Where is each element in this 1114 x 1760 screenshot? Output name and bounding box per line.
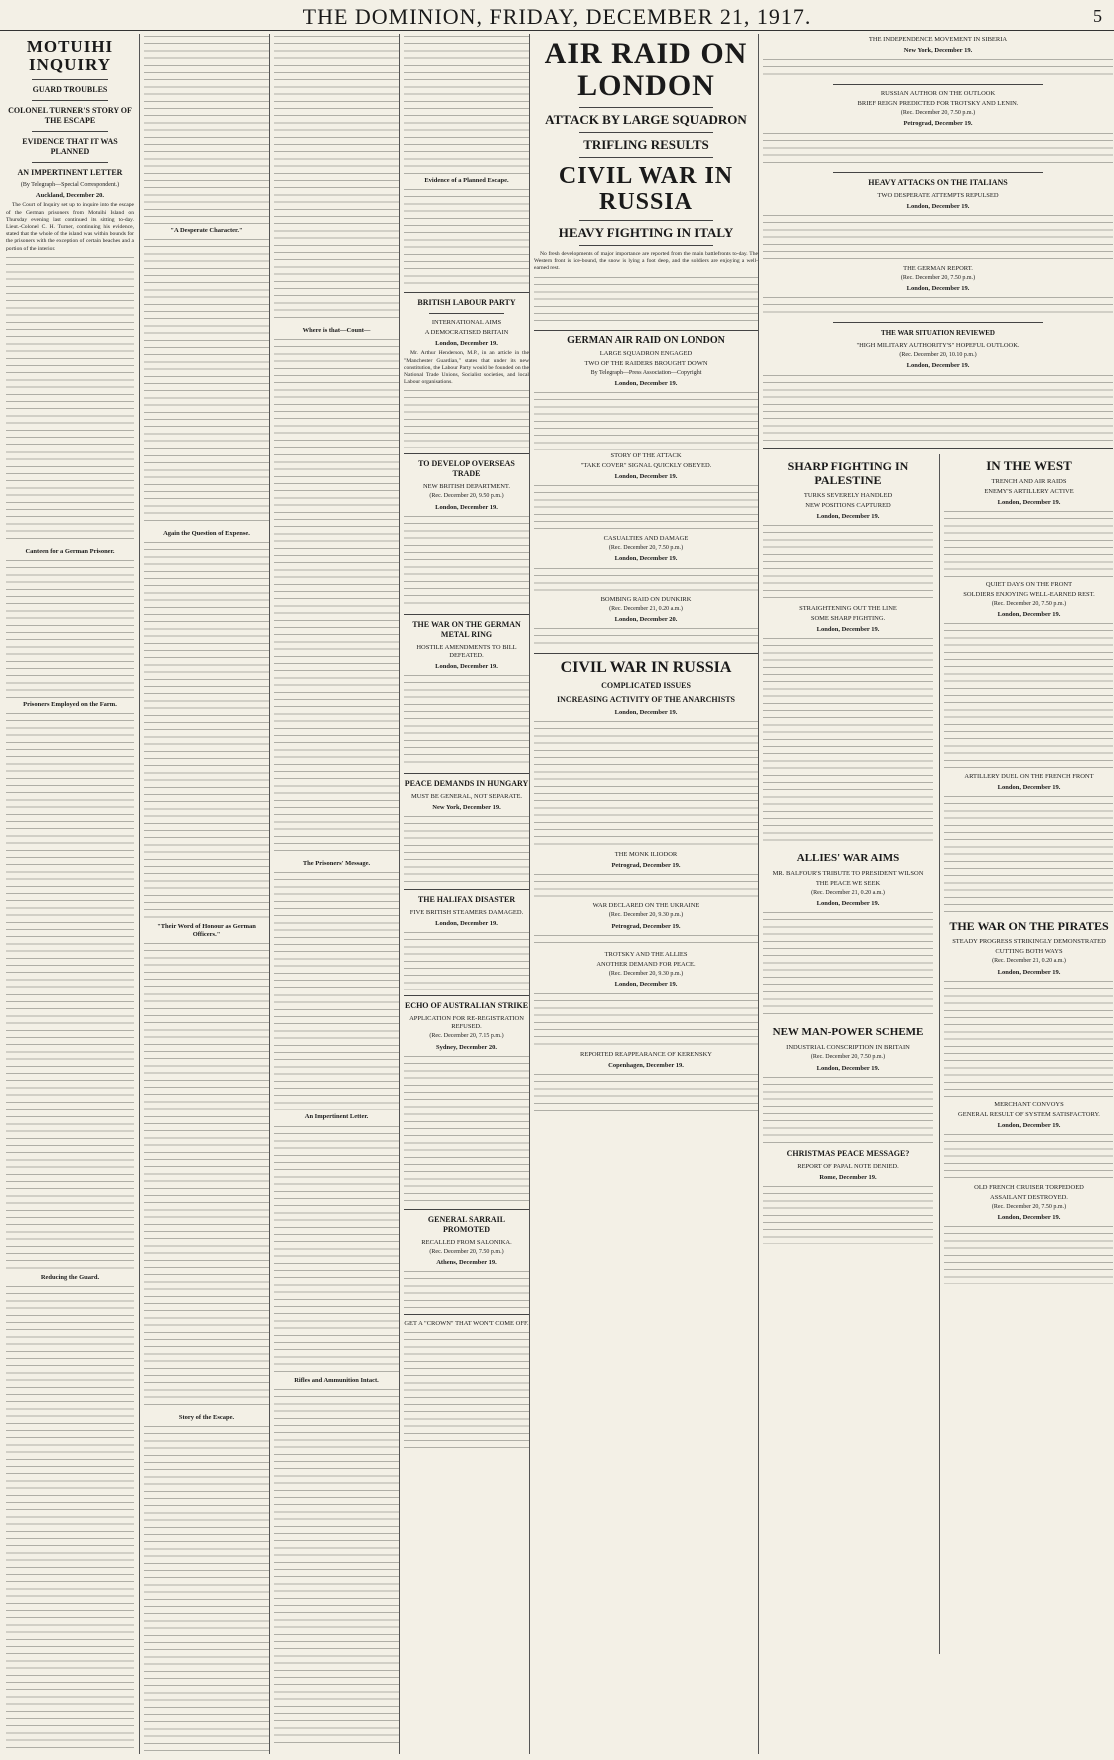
subhead: Canteen for a German Prisoner. bbox=[25, 547, 115, 555]
headline-hungary: PEACE DEMANDS IN HUNGARY bbox=[404, 779, 529, 789]
newspaper-title: THE DOMINION, FRIDAY, DECEMBER 21, 1917. bbox=[302, 4, 812, 29]
text-block bbox=[944, 979, 1113, 1099]
headline-trotsky: TROTSKY AND THE ALLIES bbox=[604, 950, 688, 958]
text-block bbox=[534, 719, 758, 849]
text-block bbox=[534, 566, 758, 594]
deck: LARGE SQUADRON ENGAGED bbox=[599, 349, 693, 357]
text-block bbox=[404, 34, 529, 174]
column-6 bbox=[758, 34, 1113, 1754]
headline-iliodor: THE MONK ILIODOR bbox=[614, 851, 678, 859]
deck: TRENCH AND AIR RAIDS bbox=[991, 477, 1067, 485]
deck: SOLDIERS ENJOYING WELL-EARNED REST. bbox=[963, 590, 1095, 598]
text-block bbox=[944, 794, 1113, 914]
subhead: Prisoners Employed on the Farm. bbox=[23, 701, 117, 709]
column-4 bbox=[399, 34, 529, 1754]
dateline: Petrograd, December 19. bbox=[903, 120, 973, 128]
headline-russian-author: RUSSIAN AUTHOR ON THE OUTLOOK bbox=[880, 90, 996, 98]
dateline: London, December 19. bbox=[997, 1121, 1061, 1129]
text-block bbox=[404, 930, 529, 990]
column-5 bbox=[529, 34, 758, 1754]
received-date: (Rec. December 20, 7.50 p.m.) bbox=[810, 1054, 886, 1061]
text-block bbox=[534, 390, 758, 450]
masthead bbox=[0, 0, 1114, 31]
text-block bbox=[763, 1075, 933, 1145]
subcolumn-left bbox=[763, 454, 933, 1654]
deck: NEW BRITISH DEPARTMENT. bbox=[422, 483, 511, 491]
dateline: London, December 19. bbox=[435, 920, 498, 928]
text-block bbox=[763, 295, 1113, 317]
column-3 bbox=[269, 34, 399, 1754]
received-date: (Rec. December 20, 7.50 p.m.) bbox=[900, 274, 976, 281]
text-block bbox=[534, 483, 758, 533]
received-date: (Rec. December 21, 0.20 a.m.) bbox=[811, 890, 885, 897]
dateline: London, December 19. bbox=[906, 202, 970, 210]
text-block bbox=[404, 187, 529, 287]
received-date: (Rec. December 20, 9.30 p.m.) bbox=[608, 970, 684, 977]
deck-turner-story: COLONEL TURNER'S STORY OF THE ESCAPE bbox=[8, 106, 132, 125]
dateline: London, December 19. bbox=[997, 968, 1061, 976]
dateline: London, December 19. bbox=[435, 662, 498, 670]
text-block bbox=[944, 1132, 1113, 1182]
deck-guard-troubles: GUARD TROUBLES bbox=[32, 85, 108, 94]
dateline: London, December 19. bbox=[614, 981, 678, 989]
text-block bbox=[944, 621, 1113, 771]
text-block bbox=[763, 1184, 933, 1244]
deck: BRIEF REIGN PREDICTED FOR TROTSKY AND LENIN. bbox=[857, 100, 1019, 108]
article-body: Mr. Arthur Henderson, M.P., in an article in the "Manchester Guardian," states that under its new constitution, the Labour Party would be founded on the National Trade Unions, Socialist societies, and local Labour organisations. bbox=[404, 350, 529, 386]
byline: By Telegraph—Press Association—Copyright bbox=[590, 369, 702, 376]
headline-motuihi: MOTUIHI INQUIRY bbox=[26, 37, 114, 74]
deck: TWO DESPERATE ATTEMPTS REPULSED bbox=[877, 191, 999, 199]
split-columns bbox=[763, 454, 1113, 1654]
dateline: London, December 19. bbox=[906, 285, 970, 293]
text-block bbox=[763, 910, 933, 1020]
text-block bbox=[404, 814, 529, 884]
headline-italians: HEAVY ATTACKS ON THE ITALIANS bbox=[868, 177, 1008, 187]
text-block bbox=[534, 275, 758, 325]
dateline: London, December 19. bbox=[816, 512, 880, 520]
subhead: "Their Word of Honour as German Officers." bbox=[157, 923, 256, 938]
text-block bbox=[534, 991, 758, 1049]
lead-paragraph: No fresh developments of major importance are reported from the main battlefronts to-day. The Western front is ice-bound, the snow is lying a foot deep, and the soldiers are enjoying a well-earned rest. bbox=[534, 251, 758, 272]
headline-pirates: THE WAR ON THE PIRATES bbox=[949, 919, 1109, 934]
text-block bbox=[404, 1054, 529, 1204]
received-date: (Rec. December 20, 7.15 p.m.) bbox=[429, 1033, 504, 1040]
deck: INDUSTRIAL CONSCRIPTION IN BRITAIN bbox=[786, 1044, 910, 1052]
dateline: New York, December 19. bbox=[432, 804, 501, 812]
headline-merchant-convoys: MERCHANT CONVOYS bbox=[994, 1100, 1064, 1108]
text-block bbox=[6, 711, 134, 1271]
text-block bbox=[763, 213, 1113, 263]
dateline: London, December 19. bbox=[997, 1214, 1061, 1222]
text-block bbox=[534, 1072, 758, 1112]
received-date: (Rec. December 20, 7.50 p.m.) bbox=[900, 110, 976, 117]
subhead: Where is that—Count— bbox=[302, 327, 371, 334]
subhead: Rifles and Ammunition Intact. bbox=[294, 1376, 379, 1384]
text-block bbox=[534, 872, 758, 900]
text-block bbox=[404, 388, 529, 448]
article-body: The Court of Inquiry set up to inquire into the escape of the German prisoners from Motuihi Island on Thursday evening last continued its sitting to-day. Lieut.-Colonel C. H. Turner, continuing his evidence, stated that the whole of the island was within bounds for the prisoners with the exception of certain beaches and a portion of the interior. bbox=[6, 202, 134, 252]
column-1 bbox=[6, 34, 134, 1754]
headline-casualties: CASUALTIES AND DAMAGE bbox=[603, 535, 689, 543]
text-block bbox=[534, 933, 758, 949]
headline-german-air-raid: GERMAN AIR RAID ON LONDON bbox=[567, 334, 725, 346]
dateline: Petrograd, December 19. bbox=[611, 922, 681, 930]
headline-italy: HEAVY FIGHTING IN ITALY bbox=[558, 225, 734, 240]
deck: HOSTILE AMENDMENTS TO BILL DEFEATED. bbox=[416, 643, 517, 659]
text-block bbox=[6, 558, 134, 698]
deck-evidence: EVIDENCE THAT IT WAS PLANNED bbox=[22, 137, 118, 156]
deck: ASSAILANT DESTROYED. bbox=[990, 1194, 1068, 1202]
text-block bbox=[763, 523, 933, 603]
text-block bbox=[6, 1284, 134, 1754]
headline-air-raid: AIR RAID ON LONDON bbox=[544, 37, 748, 102]
headline-artillery-duel: ARTILLERY DUEL ON THE FRENCH FRONT bbox=[964, 773, 1094, 781]
headline-metal-ring: THE WAR ON THE GERMAN METAL RING bbox=[412, 619, 521, 639]
deck: GENERAL RESULT OF SYSTEM SATISFACTORY. bbox=[958, 1110, 1100, 1118]
text-block bbox=[404, 1269, 529, 1309]
headline-labour-party: BRITISH LABOUR PARTY bbox=[417, 298, 516, 308]
text-block bbox=[274, 870, 399, 1110]
dateline: London, December 19. bbox=[997, 784, 1061, 792]
advertisement-headline: GET A "CROWN" THAT WON'T COME OFF. bbox=[404, 1320, 529, 1328]
text-block bbox=[944, 1224, 1113, 1284]
dateline: London, December 20. bbox=[614, 615, 678, 623]
received-date: (Rec. December 21, 0.20 a.m.) bbox=[609, 605, 683, 612]
text-block bbox=[763, 57, 1113, 79]
deck: COMPLICATED ISSUES bbox=[601, 681, 691, 691]
deck: ENEMY'S ARTILLERY ACTIVE bbox=[984, 487, 1074, 495]
text-block bbox=[144, 1424, 269, 1754]
deck: INCREASING ACTIVITY OF THE ANARCHISTS bbox=[557, 695, 735, 705]
text-block bbox=[404, 1330, 529, 1450]
text-block bbox=[534, 626, 758, 648]
deck: APPLICATION FOR RE-REGISTRATION REFUSED. bbox=[409, 1015, 524, 1031]
dateline: Copenhagen, December 19. bbox=[608, 1062, 684, 1070]
subhead: Evidence of a Planned Escape. bbox=[424, 177, 509, 184]
dateline: New York, December 19. bbox=[903, 47, 973, 54]
text-block bbox=[144, 34, 269, 224]
deck: TWO OF THE RAIDERS BROUGHT DOWN bbox=[584, 359, 708, 367]
headline-sarrail: GENERAL SARRAIL PROMOTED bbox=[427, 1214, 506, 1234]
text-block bbox=[144, 540, 269, 920]
headline-christmas-peace: CHRISTMAS PEACE MESSAGE? bbox=[786, 1148, 910, 1158]
dateline: London, December 19. bbox=[816, 900, 880, 908]
headline-ukraine: WAR DECLARED ON THE UKRAINE bbox=[592, 902, 700, 910]
text-block bbox=[6, 255, 134, 545]
subhead: An Impertinent Letter. bbox=[304, 1113, 369, 1121]
deck: TURKS SEVERELY HANDLED bbox=[803, 491, 893, 499]
dateline: London, December 19. bbox=[997, 498, 1061, 506]
headline-siberia: THE INDEPENDENCE MOVEMENT IN SIBERIA bbox=[868, 36, 1008, 43]
headline-palestine: SHARP FIGHTING IN PALESTINE bbox=[787, 458, 909, 487]
received-date: (Rec. December 20, 7.50 p.m.) bbox=[991, 600, 1067, 607]
subhead: Reducing the Guard. bbox=[40, 1274, 100, 1282]
text-block bbox=[404, 673, 529, 768]
headline-german-report: THE GERMAN REPORT. bbox=[903, 264, 973, 272]
headline-dunkirk: BOMBING RAID ON DUNKIRK bbox=[600, 595, 692, 603]
text-block bbox=[944, 509, 1113, 579]
text-block bbox=[274, 337, 399, 857]
dateline: London, December 19. bbox=[906, 362, 970, 370]
deck-impertinent-letter: AN IMPERTINENT LETTER bbox=[17, 168, 123, 177]
dateline: London, December 19. bbox=[614, 379, 678, 387]
subcolumn-right bbox=[939, 454, 1113, 1654]
deck: MUST BE GENERAL, NOT SEPARATE. bbox=[410, 793, 523, 801]
received-date: (Rec. December 20, 9.30 p.m.) bbox=[608, 912, 684, 919]
headline-war-situation: THE WAR SITUATION REVIEWED bbox=[881, 329, 995, 338]
headline-quiet-days: QUIET DAYS ON THE FRONT bbox=[985, 580, 1073, 588]
headline-straightening: STRAIGHTENING OUT THE LINE bbox=[799, 604, 897, 612]
deck: RECALLED FROM SALONIKA. bbox=[421, 1238, 512, 1246]
dateline: London, December 19. bbox=[435, 340, 498, 348]
deck: INTERNATIONAL AIMS bbox=[431, 319, 502, 327]
byline: (By Telegraph—Special Correspondent.) bbox=[20, 182, 120, 188]
text-block bbox=[274, 34, 399, 324]
text-block bbox=[763, 131, 1113, 167]
deck: THE PEACE WE SEEK bbox=[815, 880, 881, 888]
column-2 bbox=[139, 34, 269, 1754]
dateline: Sydney, December 20. bbox=[436, 1043, 497, 1051]
dateline: Petrograd, December 19. bbox=[611, 862, 681, 870]
text-block bbox=[404, 514, 529, 609]
headline-civil-war-2: CIVIL WAR IN RUSSIA bbox=[560, 659, 732, 677]
subhead: Story of the Escape. bbox=[178, 1413, 235, 1421]
deck: ANOTHER DEMAND FOR PEACE. bbox=[596, 960, 696, 968]
dateline: Auckland, December 20. bbox=[35, 192, 105, 200]
dateline: Athens, December 19. bbox=[436, 1259, 497, 1267]
text-block bbox=[763, 373, 1113, 443]
subhead: Again the Question of Expense. bbox=[163, 530, 250, 538]
deck: REPORT OF PAPAL NOTE DENIED. bbox=[797, 1162, 899, 1170]
deck: SOME SHARP FIGHTING. bbox=[810, 614, 886, 622]
dateline: London, December 19. bbox=[816, 1064, 880, 1072]
deck: CUTTING BOTH WAYS bbox=[995, 948, 1063, 956]
headline-allies-war-aims: ALLIES' WAR AIMS bbox=[796, 852, 900, 865]
headline-story-attack: STORY OF THE ATTACK bbox=[610, 452, 682, 460]
text-block bbox=[274, 1387, 399, 1747]
received-date: (Rec. December 21, 0.20 a.m.) bbox=[992, 958, 1066, 965]
dateline: London, December 19. bbox=[614, 473, 678, 481]
dateline: Rome, December 19. bbox=[819, 1173, 877, 1181]
subhead: "A Desperate Character." bbox=[170, 227, 243, 234]
headline-civil-war: CIVIL WAR IN RUSSIA bbox=[558, 163, 734, 215]
received-date: (Rec. December 20, 7.50 p.m.) bbox=[608, 545, 684, 552]
deck: MR. BALFOUR'S TRIBUTE TO PRESIDENT WILSON bbox=[772, 870, 924, 878]
text-block bbox=[274, 1124, 399, 1374]
dateline: London, December 19. bbox=[816, 625, 880, 633]
headline-man-power: NEW MAN-POWER SCHEME bbox=[772, 1026, 924, 1039]
deck: "TAKE COVER" SIGNAL QUICKLY OBEYED. bbox=[580, 462, 712, 470]
headline-trifling-results: TRIFLING RESULTS bbox=[583, 137, 709, 152]
dateline: London, December 19. bbox=[435, 503, 498, 511]
deck: STEADY PROGRESS STRIKINGLY DEMONSTRATED bbox=[952, 938, 1106, 946]
dateline: London, December 19. bbox=[614, 555, 678, 563]
subhead: The Prisoners' Message. bbox=[302, 860, 371, 868]
received-date: (Rec. December 20, 7.50 p.m.) bbox=[429, 1248, 504, 1255]
text-block bbox=[144, 237, 269, 527]
deck: "HIGH MILITARY AUTHORITY'S" HOPEFUL OUTLOOK. bbox=[856, 342, 1020, 350]
dateline: London, December 19. bbox=[997, 611, 1061, 619]
received-date: (Rec. December 20, 10.10 p.m.) bbox=[899, 352, 977, 359]
headline-large-squadron: ATTACK BY LARGE SQUADRON bbox=[545, 112, 747, 127]
text-block bbox=[763, 636, 933, 846]
deck: NEW POSITIONS CAPTURED bbox=[805, 501, 891, 509]
headline-in-the-west: IN THE WEST bbox=[986, 457, 1072, 473]
deck: FIVE BRITISH STEAMERS DAMAGED. bbox=[409, 909, 524, 917]
received-date: (Rec. December 20, 7.50 p.m.) bbox=[991, 1204, 1067, 1211]
page-number: 5 bbox=[1093, 6, 1102, 26]
received-date: (Rec. December 20, 9.50 p.m.) bbox=[429, 493, 504, 500]
headline-kerensky: REPORTED REAPPEARANCE OF KERENSKY bbox=[580, 1051, 712, 1059]
headline-australian-strike: ECHO OF AUSTRALIAN STRIKE bbox=[404, 1001, 529, 1011]
text-block bbox=[144, 941, 269, 1411]
headline-french-cruiser: OLD FRENCH CRUISER TORPEDOED bbox=[974, 1184, 1084, 1192]
dateline: London, December 19. bbox=[614, 709, 678, 717]
headline-overseas-trade: TO DEVELOP OVERSEAS TRADE bbox=[418, 459, 515, 479]
headline-halifax: THE HALIFAX DISASTER bbox=[417, 895, 516, 905]
deck: A DEMOCRATISED BRITAIN bbox=[424, 329, 509, 337]
